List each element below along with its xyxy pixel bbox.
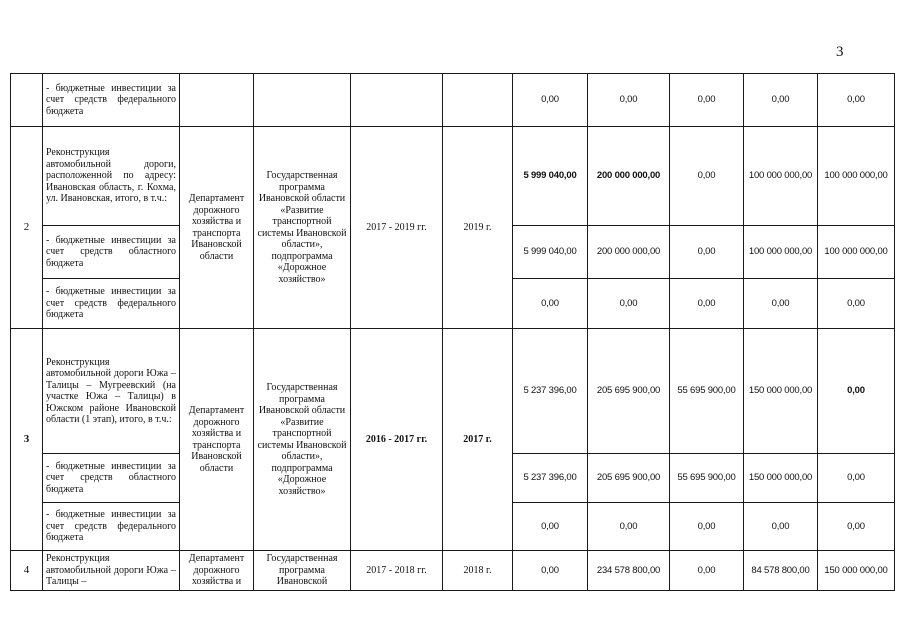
amount-cell: 0,00 [588, 74, 670, 127]
amount-cell: 0,00 [513, 503, 588, 551]
commissioning-year: 2018 г. [443, 551, 513, 591]
amount-cell: 234 578 800,00 [588, 551, 670, 591]
amount-cell: 150 000 000,00 [744, 454, 818, 503]
amount-cell: 100 000 000,00 [818, 127, 895, 226]
amount-cell: 55 695 900,00 [670, 329, 744, 454]
object-description: Реконструкция автомобильной дороги Южа – Талицы – [43, 551, 180, 591]
amount-cell: 5 237 396,00 [513, 454, 588, 503]
amount-cell: 0,00 [513, 74, 588, 127]
object-description: - бюджетные инвестиции за счет средств федерального бюджета [43, 279, 180, 329]
amount-cell: 200 000 000,00 [588, 127, 670, 226]
object-description: - бюджетные инвестиции за счет средств федерального бюджета [43, 74, 180, 127]
amount-cell: 0,00 [513, 279, 588, 329]
amount-cell: 150 000 000,00 [818, 551, 895, 591]
amount-cell: 0,00 [818, 74, 895, 127]
object-description: - бюджетные инвестиции за счет средств федерального бюджета [43, 503, 180, 551]
amount-cell: 5 999 040,00 [513, 226, 588, 279]
object-description: Реконструкция автомобильной дороги, расположенной по адресу: Ивановская область, г. Кохма, ул. Ивановская, итого, в т.ч.: [43, 127, 180, 226]
object-description: Реконструкция автомобильной дороги Южа – Талицы – Мугреевский (на участке Южа – Талицы) в Южском районе Ивановской области (1 этап), итого, в т.ч.: [43, 329, 180, 454]
amount-cell: 100 000 000,00 [744, 226, 818, 279]
program: Государственная программа Ивановской области «Развитие транспортной системы Ивановской области», подпрограмма «Дорожное хозяйство» [254, 329, 351, 551]
amount-cell: 200 000 000,00 [588, 226, 670, 279]
row-number: 3 [11, 329, 43, 551]
amount-cell: 0,00 [670, 226, 744, 279]
amount-cell: 0,00 [588, 279, 670, 329]
customer: Департамент дорожного хозяйства и [180, 551, 254, 591]
program: Государственная программа Ивановской области «Развитие транспортной системы Ивановской области», подпрограмма «Дорожное хозяйство» [254, 127, 351, 329]
row-number: 4 [11, 551, 43, 591]
commissioning-year: 2017 г. [443, 329, 513, 551]
amount-cell: 150 000 000,00 [744, 329, 818, 454]
amount-cell: 0,00 [744, 279, 818, 329]
amount-cell: 0,00 [670, 127, 744, 226]
amount-cell: 0,00 [670, 551, 744, 591]
amount-cell: 0,00 [513, 551, 588, 591]
amount-cell: 0,00 [818, 503, 895, 551]
amount-cell: 5 237 396,00 [513, 329, 588, 454]
amount-cell: 0,00 [588, 503, 670, 551]
table-row [11, 551, 895, 591]
object-description: - бюджетные инвестиции за счет средств областного бюджета [43, 226, 180, 279]
construction-period: 2017 - 2018 гг. [351, 551, 443, 591]
amount-cell: 0,00 [818, 454, 895, 503]
table-row [11, 74, 895, 127]
row-number-cell [11, 74, 43, 127]
amount-cell: 0,00 [670, 74, 744, 127]
page-number: 3 [836, 44, 844, 60]
customer: Департамент дорожного хозяйства и транспорта Ивановской области [180, 329, 254, 551]
amount-cell: 100 000 000,00 [744, 127, 818, 226]
customer: Департамент дорожного хозяйства и транспорта Ивановской области [180, 127, 254, 329]
amount-cell: 0,00 [744, 74, 818, 127]
commissioning-year: 2019 г. [443, 127, 513, 329]
amount-cell: 84 578 800,00 [744, 551, 818, 591]
amount-cell: 0,00 [744, 503, 818, 551]
investment-table [10, 73, 895, 591]
table-row [11, 127, 895, 226]
object-description: - бюджетные инвестиции за счет средств областного бюджета [43, 454, 180, 503]
amount-cell: 205 695 900,00 [588, 329, 670, 454]
amount-cell: 0,00 [818, 279, 895, 329]
amount-cell: 5 999 040,00 [513, 127, 588, 226]
row-number: 2 [11, 127, 43, 329]
amount-cell: 0,00 [670, 503, 744, 551]
amount-cell: 205 695 900,00 [588, 454, 670, 503]
amount-cell: 55 695 900,00 [670, 454, 744, 503]
table-row [11, 329, 895, 454]
program: Государственная программа Ивановской [254, 551, 351, 591]
amount-cell: 0,00 [670, 279, 744, 329]
amount-cell: 0,00 [818, 329, 895, 454]
amount-cell: 100 000 000,00 [818, 226, 895, 279]
construction-period: 2016 - 2017 гг. [351, 329, 443, 551]
construction-period: 2017 - 2019 гг. [351, 127, 443, 329]
